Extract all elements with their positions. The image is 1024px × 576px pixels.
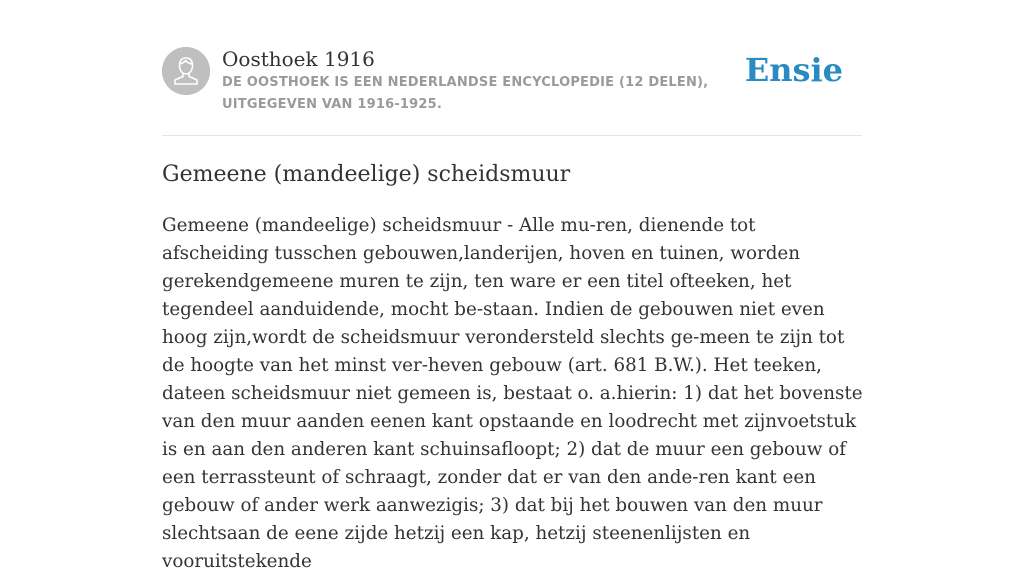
source-title[interactable]: Oosthoek 1916	[222, 47, 375, 71]
ensie-logo[interactable]: Ensie	[744, 51, 843, 89]
user-silhouette-icon[interactable]	[162, 47, 210, 95]
article-title: Gemeene (mandeelige) scheidsmuur	[162, 162, 571, 187]
header-divider	[162, 135, 862, 136]
article-body: Gemeene (mandeelige) scheidsmuur - Alle mu-ren, dienende tot afscheiding tusschen gebouwen,landerijen, hoven en tuinen, worden gerekendgemeene muren te zijn, ten ware er een titel ofteeken, het tegendeel aanduidende, mocht be-staan. Indien de gebouwen niet even hoog zijn,wordt de scheidsmuur verondersteld slechts ge-meen te zijn tot de hoogte van het minst ver-heven gebouw (art. 681 B.W.). Het teeken, dateen scheidsmuur niet gemeen is, bestaat o. a.hierin: 1) dat het bovenste van den muur aanden eenen kant opstaande en loodrecht met zijnvoetstuk is en aan den anderen kant schuinsafloopt; 2) dat de muur een gebouw of een terrassteunt of schraagt, zonder dat er van den ande-ren kant een gebouw of ander werk aanwezigis; 3) dat bij het bouwen van den muur slechtsaan de eene zijde hetzij een kap, hetzij steenenlijsten en vooruitstekende	[162, 215, 863, 572]
source-header	[162, 46, 862, 136]
source-description: DE OOSTHOEK IS EEN NEDERLANDSE ENCYCLOPEDIE (12 DELEN), UITGEGEVEN VAN 1916-1925.	[222, 75, 709, 112]
